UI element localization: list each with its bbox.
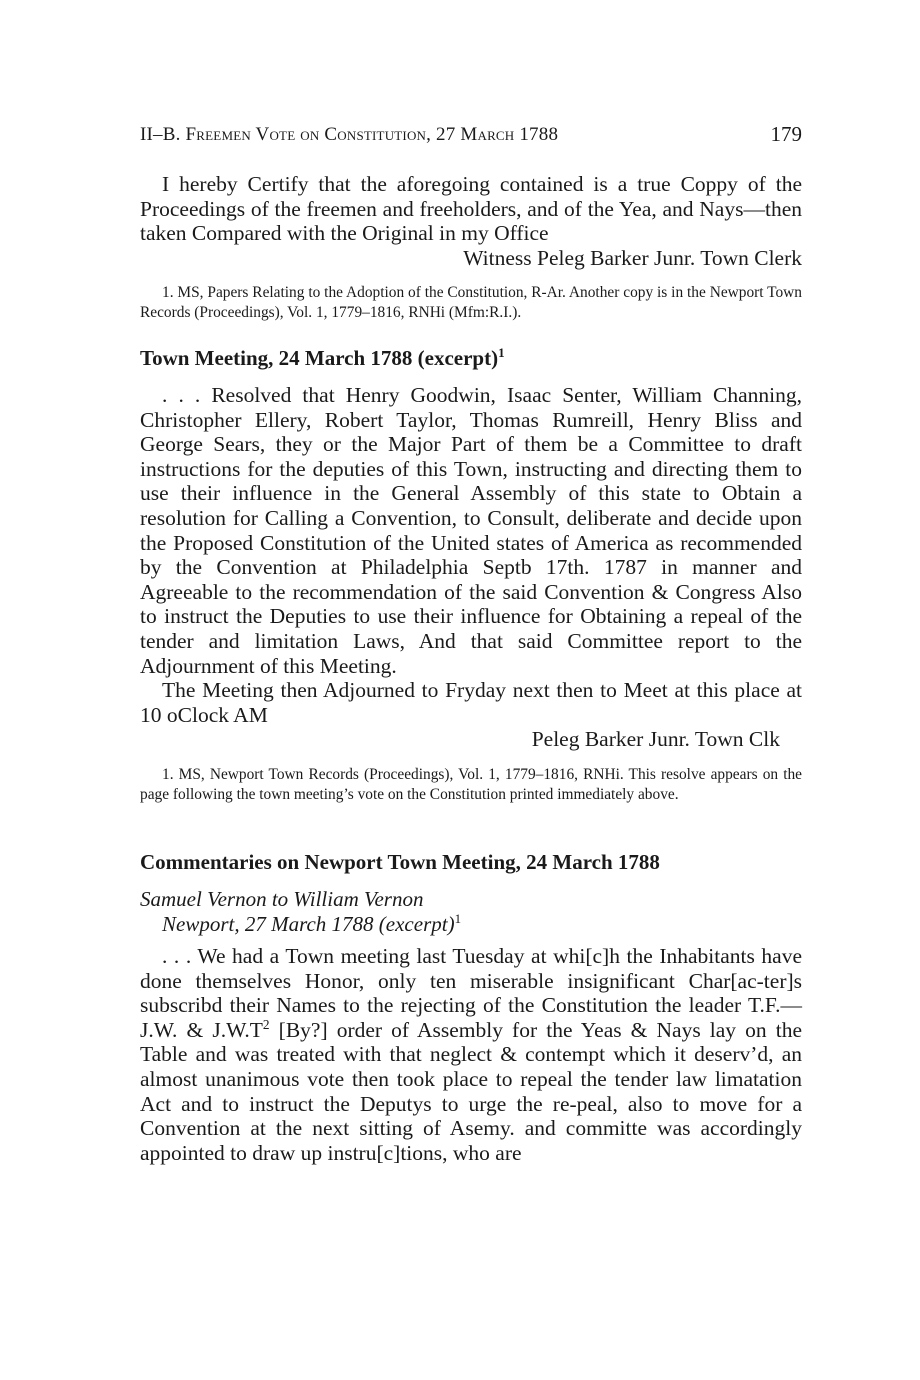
footnote-2-text: 1. MS, Newport Town Records (Proceedings), Vol. 1, 1779–1816, RNHi. This resolve appears on the page following the town meeting’s vote on the Constitution printed immediately above. <box>140 766 802 803</box>
letter-dateline <box>140 912 802 937</box>
page-number: 179 <box>770 122 802 146</box>
footnote-2 <box>140 765 802 804</box>
footnote-marker: 1 <box>498 345 505 360</box>
letter-header <box>140 887 802 936</box>
footnote-1-text: 1. MS, Papers Relating to the Adoption of the Constitution, R-Ar. Another copy is in the Newport Town Records (Proceedings), Vol. 1, 1779–1816, RNHi (Mfm:R.I.). <box>140 284 802 321</box>
letter-body <box>140 944 802 1165</box>
letter-title: Samuel Vernon to William Vernon <box>140 887 424 911</box>
letter-paragraph <box>140 944 802 1165</box>
town-meeting-paragraph-2: The Meeting then Adjourned to Fryday next then to Meet at this place at 10 oClock AM <box>140 678 802 727</box>
section-heading-commentaries: Commentaries on Newport Town Meeting, 24 March 1788 <box>140 850 660 874</box>
town-meeting-heading-text: Town Meeting, 24 March 1788 (excerpt) <box>140 346 499 370</box>
commentaries-heading-block <box>140 850 802 875</box>
running-header <box>140 124 802 150</box>
section-heading-town-meeting <box>140 346 802 371</box>
letter-dateline-text: Newport, 27 March 1788 (excerpt) <box>162 911 455 936</box>
footnote-marker: 1 <box>454 910 462 926</box>
certification-block <box>140 172 802 270</box>
certification-text: I hereby Certify that the aforegoing contained is a true Coppy of the Proceedings of the freemen and freeholders, and of the Yea, and Nays—then taken Compared with the Original in my Office <box>140 172 802 246</box>
letter-paragraph-part-1: . . . We had a Town meeting last Tuesday at whi[c]h the Inhabitants have done themselves Honor, only ten miserable insignificant Char[ac-ter]s subscribd their Names to the rejecting of the Constitution the leader T.F.—J.W. & J.W.T <box>140 944 802 1042</box>
certification-signature: Witness Peleg Barker Junr. Town Clerk <box>463 245 802 270</box>
town-clerk-signature: Peleg Barker Junr. Town Clk <box>531 727 780 752</box>
footnote-1 <box>140 283 802 322</box>
running-title: II–B. Freemen Vote on Constitution, 27 March 1788 <box>140 124 559 145</box>
town-meeting-paragraph-1: . . . Resolved that Henry Goodwin, Isaac Senter, William Channing, Christopher Ellery, Robert Taylor, Thomas Rumreill, Henry Bliss and George Sears, they or the Major Part of them be a Committee to draft instructions for the deputies of this Town, instructing and directing them to use their influence in the General Assembly of this state to Obtain a resolution for Calling a Convention, to Consult, deliberate and decide upon the Proposed Constitution of the United states of America as recommended by the Convention at Philadelphia Septb 17th. 1787 in manner and Agreeable to the recommendation of the said Convention & Congress Also to instruct the Deputies to use their influence for Obtaining a repeal of the tender and limitation Laws, And that said Committee report to the Adjournment of this Meeting. <box>140 383 802 678</box>
letter-paragraph-part-2: [By?] order of Assembly for the Yeas & Nays lay on the Table and was treated with that neglect & contempt which it deserv’d, an almost unanimous vote then took place to repeal the tender law limatation Act and to instruct the Deputys to urge the re-peal, also to move for a Convention at the next sitting of Asemy. and committe was accordingly appointed to draw up instru[c]tions, who are <box>140 1017 802 1165</box>
footnote-marker: 2 <box>262 1016 270 1032</box>
town-meeting-heading-block <box>140 346 802 371</box>
town-meeting-body <box>140 383 802 752</box>
